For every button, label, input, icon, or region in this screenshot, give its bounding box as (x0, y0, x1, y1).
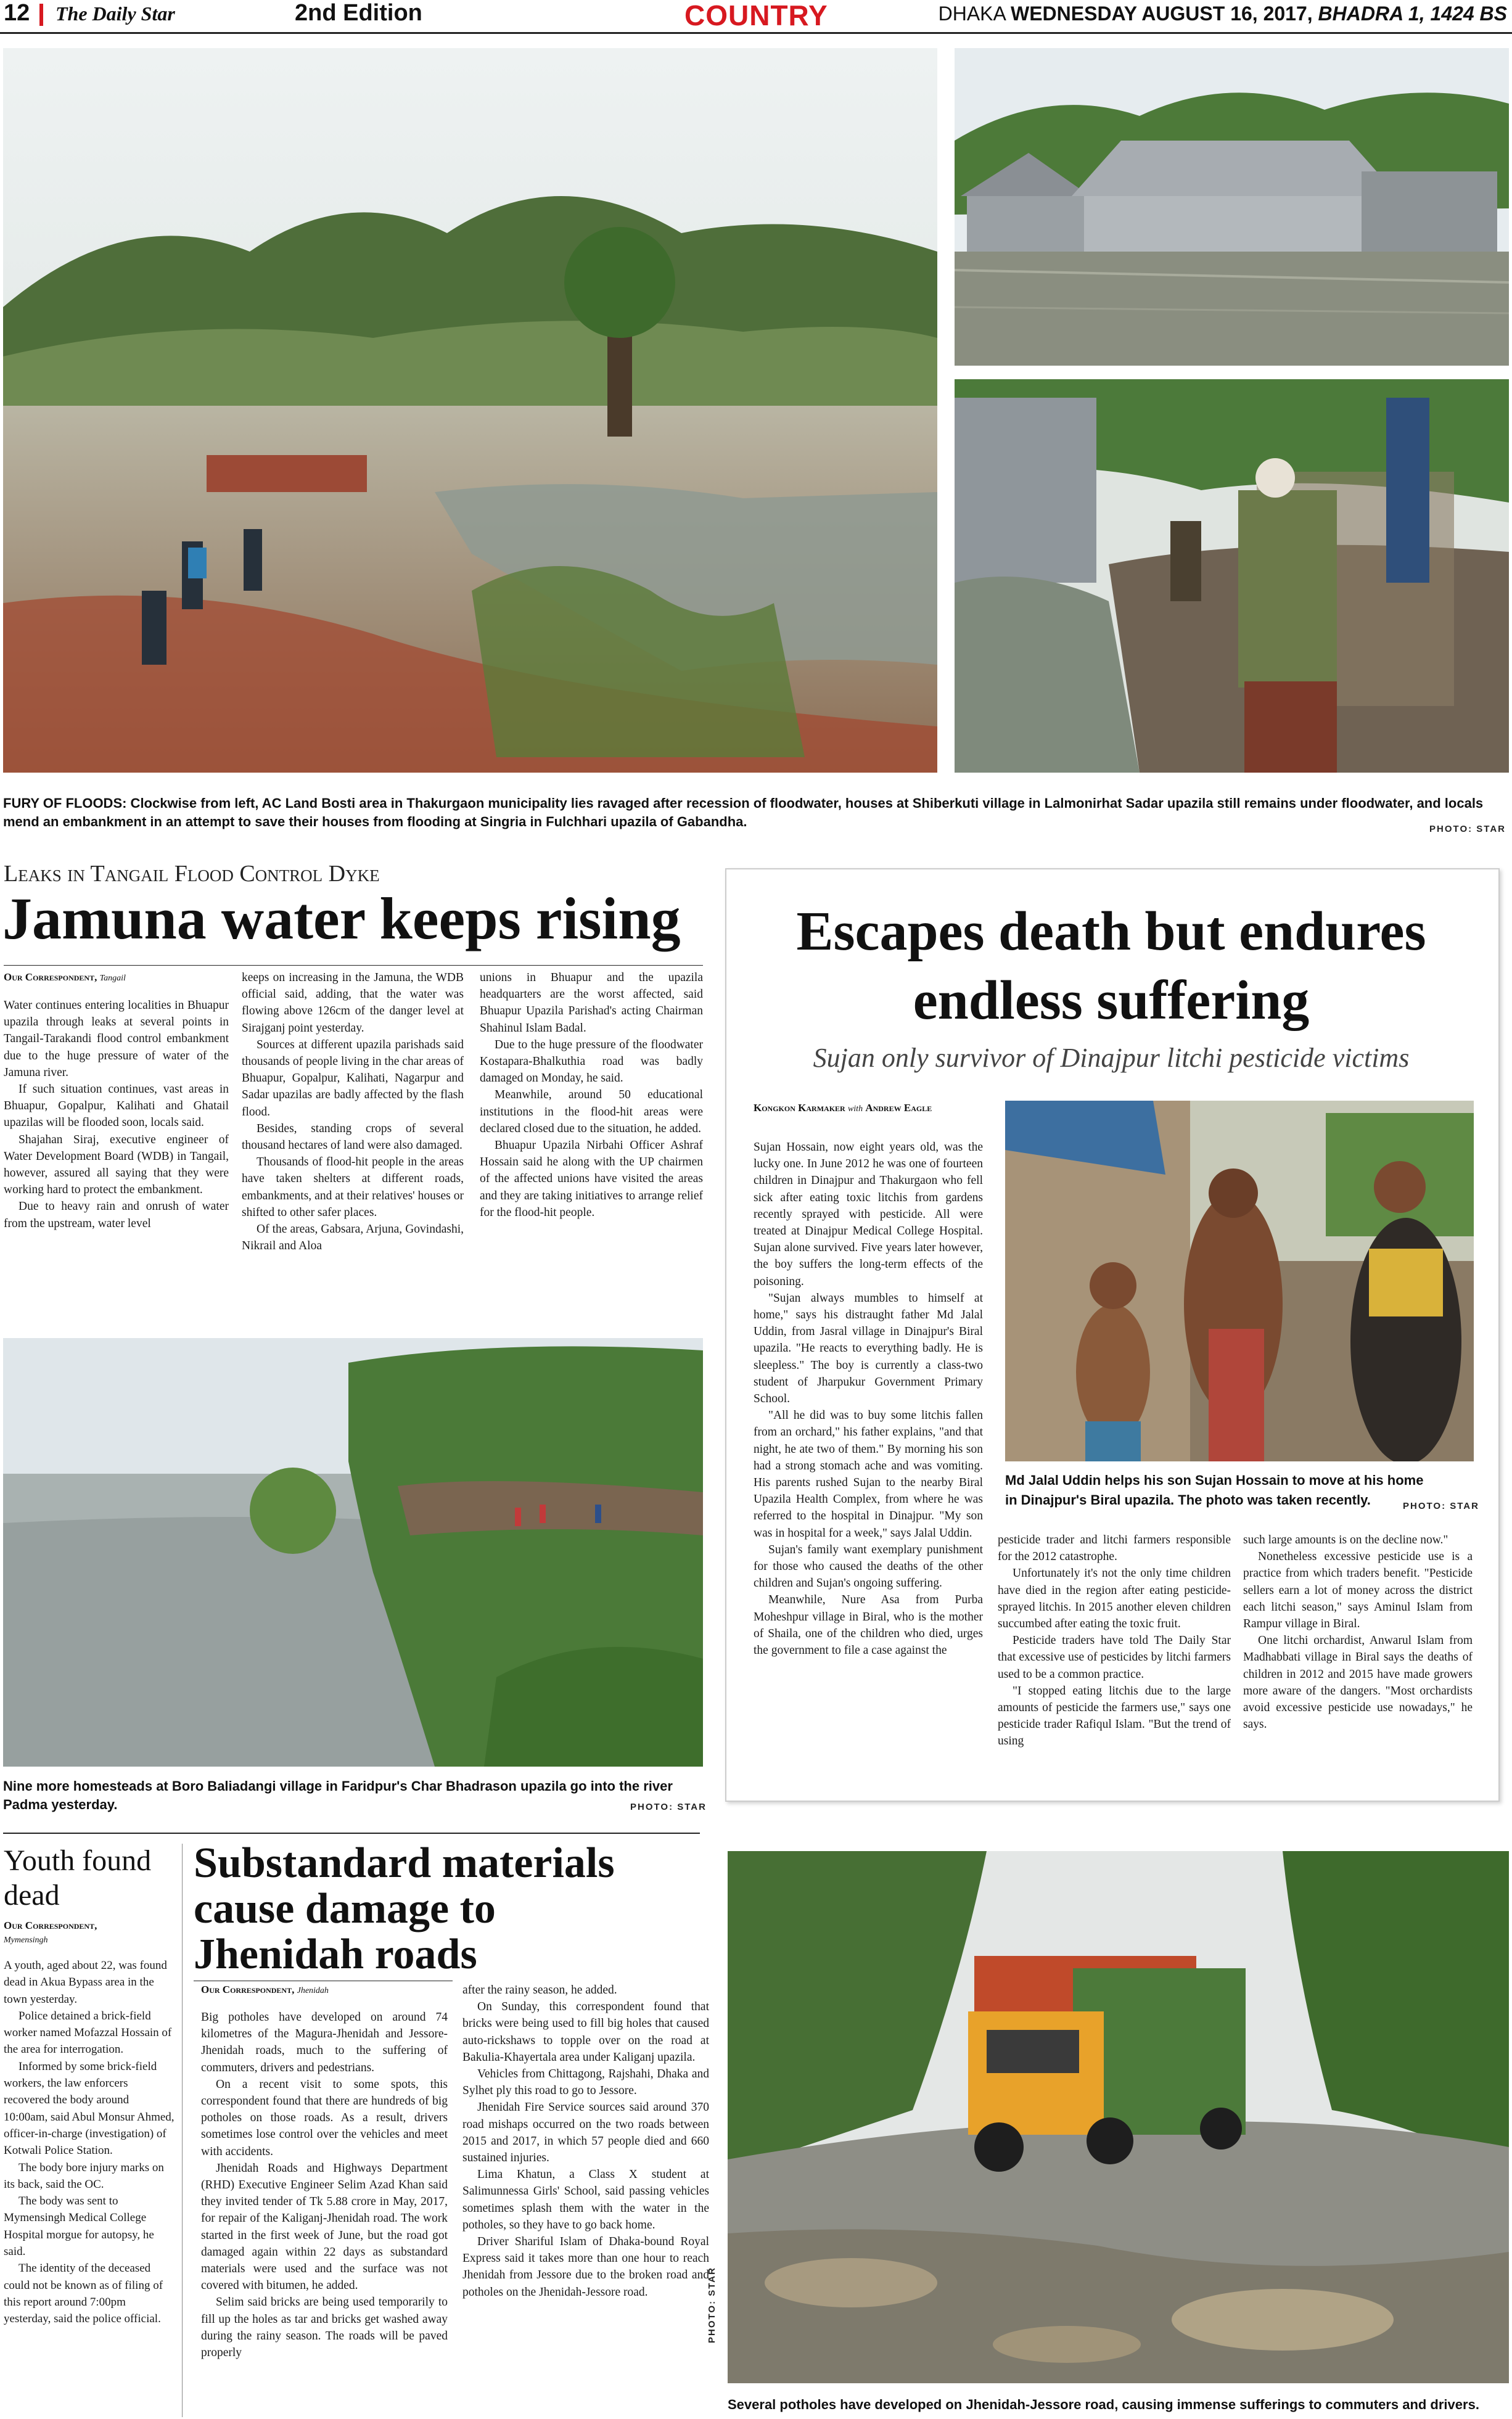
paragraph: Bhuapur Upazila Nirbahi Officer Ashraf Hossain said he along with the UP chairmen of the affected unions have visited the areas and they are taking initiatives to arrange relief for the flood-hit people. (480, 1139, 703, 1219)
substandard-headline-line-2: cause damage to (194, 1885, 496, 1932)
paragraph: Driver Shariful Islam of Dhaka-bound Royal Express said it takes more than one hour to reach Jhenidah from Jessore due to the broken road and potholes on the Jhenidah-Jessore road. (462, 2235, 709, 2299)
date-city: DHAKA (938, 2, 1006, 25)
jhenidah-photo-credit: PHOTO: STAR (707, 2267, 717, 2343)
escapes-byline (754, 1101, 988, 1116)
header-divider (39, 4, 43, 26)
top-photos-caption: FURY OF FLOODS: Clockwise from left, AC Land Bosti area in Thakurgaon municipality lies ravaged after recession of floodwater, houses at Shiberkuti village in Lalmonirhat Sadar upazila still remains under floodwater, and locals mend an embankment in an attempt to save their houses from flooding at Singria in Fulchhari upazila of Gabandha. (3, 795, 1484, 829)
jamuna-byline-name: Our Correspondent, (4, 971, 97, 983)
escapes-headline-line-2: endless suffering (913, 970, 1310, 1031)
youth-body (4, 1957, 175, 2328)
photo-thakurgaon-ruins (3, 48, 937, 773)
paragraph: such large amounts is on the decline now." (1243, 1534, 1448, 1546)
paragraph: Police detained a brick-field worker named Mofazzal Hossain of the area for interrogation. (4, 2009, 172, 2056)
youth-byline (4, 1919, 170, 1947)
jhenidah-photo-caption: Several potholes have developed on Jhenidah-Jessore road, causing immense sufferings to commuters and drivers. (728, 2397, 1479, 2412)
paragraph: Meanwhile, around 50 educational institutions in the flood-hit areas were declared closed due to the situation, he added. (480, 1088, 703, 1135)
paragraph: after the rainy season, he added. (462, 1984, 617, 1997)
photo-jhenidah-road-truck (728, 1851, 1509, 2383)
paragraph: Nonetheless excessive pesticide use is a practice from which traders benefit. "Pesticide sellers earn a lot of money across the district each litchi season," says Aminul Islam from Rampur village in Biral. (1243, 1550, 1473, 1631)
paragraph: Thousands of flood-hit people in the areas have taken shelters at different roads, embankments, and at their relatives' houses or shifted to other safer places. (242, 1156, 464, 1219)
paragraph: "I stopped eating litchis due to the large amounts of pesticide the farmers use," says one pesticide trader Rafiqul Islam. "But the trend of using (998, 1684, 1231, 1748)
date-main: WEDNESDAY AUGUST 16, 2017, (1010, 2, 1313, 25)
jamuna-column-2 (242, 969, 464, 1254)
substandard-byline-place: Jhenidah (297, 1986, 329, 1995)
section-title: COUNTRY (684, 0, 828, 31)
paragraph: Unfortunately it's not the only time children have died in the region after eating pesticide-sprayed litchis. In 2015 another eleven children succumbed after eating the toxic fruit. (998, 1567, 1231, 1631)
paragraph: Sujan's family want exemplary punishment for those who caused the deaths of the other children and Sujan's ongoing suffering. (754, 1543, 983, 1590)
photo-jalal-uddin-sujan (1005, 1101, 1474, 1461)
paragraph: Meanwhile, Nure Asa from Purba Moheshpur village in Biral, who is the mother of Shaila, one of the children who died, urges the government to file a case against the (754, 1593, 983, 1657)
paragraph: Vehicles from Chittagong, Rajshahi, Dhaka and Sylhet ply this road to go to Jessore. (462, 2068, 709, 2098)
jamuna-kicker: Leaks in Tangail Flood Control Dyke (4, 861, 380, 887)
paragraph: Due to the huge pressure of the floodwater Kostapara-Bhalkuthia road was badly damaged on Monday, he said. (480, 1038, 703, 1085)
top-photos-credit: PHOTO: STAR (1429, 824, 1506, 834)
youth-headline-line-1: Youth found (4, 1844, 152, 1877)
escapes-column-1 (754, 1139, 983, 1659)
paragraph: Sources at different upazila parishads said thousands of people living in the char areas of Bhuapur, Gopalpur, Kalihati, Nagarpur and Sadar upazilas are badly affected by the flash flood. (242, 1038, 464, 1119)
paragraph: If such situation continues, vast areas in Bhuapur, Gopalpur, Kalihati and Ghatail upazilas will be flooded soon, locals said. (4, 1083, 229, 1130)
padma-credit: PHOTO: STAR (630, 1802, 707, 1812)
youth-headline (4, 1844, 151, 1913)
jamuna-column-3 (480, 969, 703, 1221)
substandard-column-2 (462, 1982, 709, 2301)
padma-caption: Nine more homesteads at Boro Baliadangi village in Faridpur's Char Bhadrason upazila go into the river Padma yesterday. (3, 1778, 673, 1812)
escapes-byline-with: with (847, 1104, 863, 1114)
escapes-byline-author-b: Andrew Eagle (865, 1102, 932, 1114)
paragraph: Informed by some brick-field workers, the law enforcers recovered the body around 10:00am, said Abul Monsur Ahmed, officer-in-charge (investigation) of Kotwali Police Station. (4, 2060, 175, 2158)
substandard-headline-line-3: Jhenidah roads (194, 1931, 477, 1978)
column-divider (182, 1844, 183, 2417)
substandard-headline-line-1: Substandard materials (194, 1839, 615, 1887)
paragraph: Selim said bricks are being used temporarily to fill up the holes as tar and bricks get washed away during the rainy season. The roads will be paved properly (201, 2296, 448, 2360)
paragraph: Due to heavy rain and onrush of water from the upstream, water level (4, 1200, 229, 1230)
paragraph: Of the areas, Gabsara, Arjuna, Govindashi, Nikrail and Aloa (242, 1223, 464, 1253)
jamuna-rule (4, 965, 703, 966)
page-number: 12 (4, 0, 30, 26)
jamuna-headline: Jamuna water keeps rising (2, 885, 681, 951)
jamuna-column-1 (4, 997, 229, 1232)
paragraph: "Sujan always mumbles to himself at home," says his distraught father Md Jalal Uddin, from Jasral village in Dinajpur's Biral upazila. "He reacts to everything badly. He is sleepless." The boy is currently a class-two student of Jharpukur Government Primary School. (754, 1291, 983, 1406)
paragraph: Jhenidah Fire Service sources said around 370 road mishaps occurred on the two roads between 2015 and 2017, in which 57 people died and 660 sustained injuries. (462, 2101, 709, 2165)
paragraph: A youth, aged about 22, was found dead in Akua Bypass area in the town yesterday. (4, 1959, 167, 2006)
paragraph: Sujan Hossain, now eight years old, was the lucky one. In June 2012 he was one of fourteen children in Dinajpur and Thakurgaon who fell sick after eating toxic litchis from gardens recently sprayed with pesticide. All were treated at Dinajpur Medical College Hospital. Sujan alone survived. Five years later however, the boy suffers the long-term effects of the poisoning. (754, 1141, 983, 1288)
paragraph: keeps on increasing in the Jamuna, the WDB official said, adding, that the water was flowing above 126cm of the danger level at Sirajganj point yesterday. (242, 971, 464, 1035)
paragraph: Besides, standing crops of several thousand hectares of land were also damaged. (242, 1122, 464, 1152)
escapes-headline-line-1: Escapes death but endures (796, 901, 1426, 962)
escapes-column-2 (998, 1532, 1231, 1750)
paragraph: Jhenidah Roads and Highways Department (RHD) Executive Engineer Selim Azad Khan said they invited tender of Tk 5.88 crore in May, 2017, for repair of the Kaliganj-Jhenidah road. The work started in the first week of June, but the road got damaged again within 22 days as substandard materials were used and the surface was not covered with bitumen, he added. (201, 2161, 448, 2293)
youth-headline-line-2: dead (4, 1879, 60, 1912)
escapes-photo-credit: PHOTO: STAR (1403, 1501, 1479, 1511)
paragraph: Lima Khatun, a Class X student at Salimunnessa Girls' School, said passing vehicles sometimes splash them with the water in the potholes, so they have to go back home. (462, 2168, 709, 2232)
paragraph: On a recent visit to some spots, this correspondent found that there are hundreds of big potholes on those roads. As a result, drivers sometimes lose control over the vehicles and meet with accidents. (201, 2077, 448, 2158)
paragraph: The body was sent to Mymensingh Medical College Hospital morgue for autopsy, he said. (4, 2195, 154, 2259)
escapes-subhead: Sujan only survivor of Dinajpur litchi pesticide victims (813, 1043, 1410, 1073)
escapes-byline-author-a: Kongkon Karmaker (754, 1102, 845, 1114)
youth-byline-place: Mymensingh (4, 1936, 48, 1945)
jamuna-byline (4, 971, 232, 985)
substandard-byline (201, 1983, 448, 1998)
substandard-byline-name: Our Correspondent, (201, 1984, 295, 1995)
bottom-section-rule (3, 1833, 700, 1834)
jamuna-byline-place: Tangail (99, 974, 126, 983)
escapes-photo-caption: Md Jalal Uddin helps his son Sujan Hossain to move at his home in Dinajpur's Biral upazila. The photo was taken recently. (1005, 1472, 1424, 1508)
photo-singria-embankment (955, 379, 1509, 773)
escapes-headline (725, 897, 1497, 1035)
dateline (939, 2, 1507, 25)
paragraph: The identity of the deceased could not be known as of filing of this report around 7:00pm yesterday, said the police official. (4, 2262, 163, 2326)
photo-padma-erosion (3, 1338, 703, 1767)
paragraph: One litchi orchardist, Anwarul Islam from Madhabbati village in Biral says the deaths of children in 2012 and 2015 have made growers more aware of the dangers. "Most orchardists avoid excessive pesticide use nowadays," he says. (1243, 1634, 1473, 1731)
paragraph: Shajahan Siraj, executive engineer of Water Development Board (WDB) in Tangail, however, assured all saying that they were working hard to protect the embankment. (4, 1133, 229, 1197)
paragraph: The body bore injury marks on its back, said the OC. (4, 2161, 164, 2191)
photo-shiberkuti-flood (955, 48, 1509, 366)
substandard-column-1 (201, 2009, 448, 2361)
paragraph: unions in Bhuapur and the upazila headquarters are the worst affected, said Bhuapur Upazila Parishad's acting Chairman Shahinul Islam Badal. (480, 971, 703, 1035)
paragraph: Pesticide traders have told The Daily Star that excessive use of pesticides by litchi farmers used to be a common practice. (998, 1634, 1231, 1681)
paragraph: On Sunday, this correspondent found that bricks were being used to fill big holes that caused auto-rickshaws to topple over on the road at Bakulia-Khayertala area under Kaliganj upazila. (462, 2000, 709, 2064)
edition-label: 2nd Edition (295, 0, 422, 26)
paragraph: Water continues entering localities in Bhuapur upazila through leaks at several points in Tangail-Tarakandi flood control embankment due to the huge pressure of water of the Jamuna river. (4, 999, 229, 1079)
page-header (0, 0, 1512, 34)
substandard-headline (194, 1841, 615, 1978)
date-bengali: BHADRA 1, 1424 BS (1318, 2, 1507, 25)
paragraph: pesticide trader and litchi farmers responsible for the 2012 catastrophe. (998, 1534, 1231, 1564)
youth-byline-name: Our Correspondent, (4, 1920, 97, 1931)
paragraph: Big potholes have developed on around 74 kilometres of the Magura-Jhenidah and Jessore-Jhenidah roads, much to the suffering of commuters, drivers and pedestrians. (201, 2011, 448, 2074)
paragraph: "All he did was to buy some litchis fallen from an orchard," his father explains, "and that night, he ate two of them." By morning his son had a strong stomach ache and was vomiting. His parents rushed Sujan to the nearby Biral Upazila Health Complex, from where he was referred to the hospital in Dinajpur. "My son was in hospital for a week," says Jalal Uddin. (754, 1409, 983, 1540)
escapes-column-3 (1243, 1532, 1473, 1733)
masthead-logo: The Daily Star (55, 2, 175, 25)
